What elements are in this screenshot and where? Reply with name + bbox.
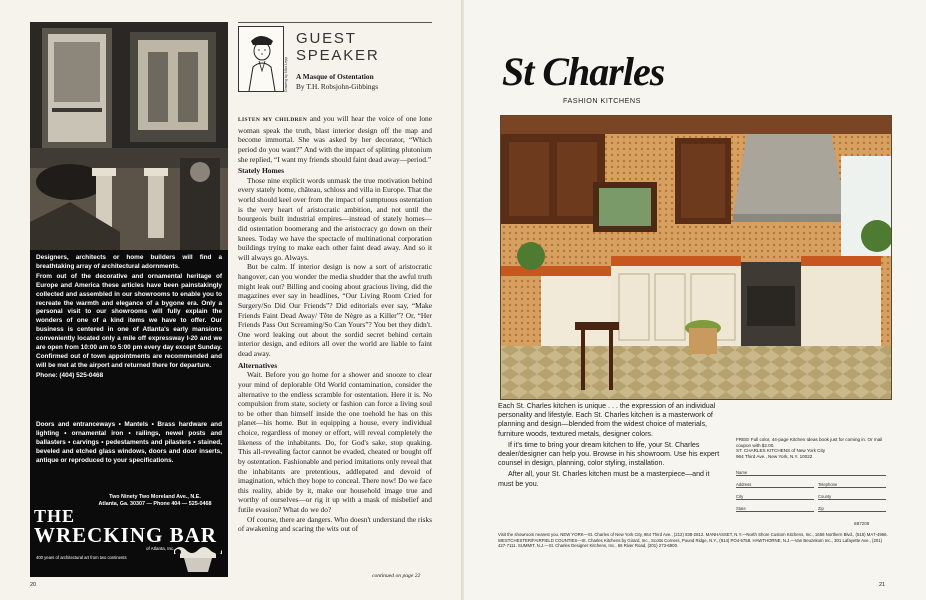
article-body	[238, 114, 432, 534]
section-heading: Stately Homes	[238, 166, 285, 176]
ad-address	[86, 494, 224, 508]
showroom-illustration	[30, 22, 228, 250]
ad-address-line: Two Ninety Two Moreland Ave., N.E.	[109, 494, 201, 500]
coupon-address-field[interactable]: Address	[736, 482, 814, 488]
kitchen-photo	[500, 115, 892, 400]
ad-address-line: Atlanta, Ga. 30307 — Phone 404 — 525-0468	[98, 501, 212, 507]
wrecking-bar-logo	[34, 507, 224, 546]
showroom-photo	[30, 22, 228, 250]
article-paragraph	[238, 114, 432, 164]
coupon-name-field[interactable]: Name	[736, 470, 886, 476]
wrecking-bar-ad	[30, 22, 228, 577]
dealer-list: Visit the showroom nearest you. NEW YORK—St. Charles of New York City, 964 Third Ave., (212) 838-2812. MANHASSET, N.Y.—North Shore Custom Kitchens, Inc., 1656 Northern Blvd., (516) MA7-4966. WESTCHESTER/FAIRFIELD COUNTIES—St. Charles Kitchens by Girard, Inc., Scotts Corners, Pound Ridge, N.Y., (914) PO4-5758. HAWTHORNE, N.J.—Van Beuzekom Inc., 301 Lafayette Ave., (201) 427-7111. SUMMIT, N.J.—St. Charles Designer Kitchens, Inc., 66 River Road, (201) 273-6900.	[498, 532, 888, 549]
ad-phone: Phone: (404) 525-0468	[36, 371, 104, 379]
section-heading: Alternatives	[238, 360, 278, 370]
top-rule	[238, 22, 432, 23]
coupon-address: 964 Third Ave., New York, N.Y. 10022	[736, 453, 813, 459]
st-charles-subtitle: FASHION KITCHENS	[563, 96, 641, 105]
column-title	[296, 30, 379, 64]
portrait-credit: Drawing by Niko Lepp	[284, 56, 288, 92]
article-paragraph: Of course, there are dangers. Who doesn't understand the risks of awakening and scaring the wits out of	[238, 514, 432, 534]
copy-paragraph: After all, your St. Charles kitchen must be a masterpiece—and it must be you.	[498, 470, 710, 488]
copy-paragraph: Each St. Charles kitchen is unique . . . the expression of an individual personality and lifestyle. Each St. Charles kitchen is a masterwork of planning and design—blended from the widest choice of materials, furniture woods, textured metals, designer colors.	[498, 402, 716, 438]
coupon-city-field[interactable]: City	[736, 494, 814, 500]
left-page	[0, 0, 462, 600]
column-title-line: GUEST	[296, 30, 357, 47]
st-charles-copy	[498, 402, 724, 491]
coupon-telephone-field[interactable]: Telephone	[818, 482, 886, 488]
column-capital-icon	[170, 544, 226, 574]
article-paragraph: Those nine explicit words unmask the true motivation behind every stately home, château, schloss and villa in Europe. That the world should keel over from the impact of sumptuous ostentation is the very heart of aristocratic ambition, and not until the bourgeois built industrial empires—instead of stately homes—did ostentation boomerang and the aristocracy go down on their knees. Today we have the spectacle of multinational corporation buildings trying to make each other faint dead away. And so it will always go. Always.	[238, 175, 432, 262]
ad-product-list: Doors and entranceways • Mantels • Brass hardware and lighting • ornamental iron • railings, newel posts and ballasters • carvings • pedestaments and pilasters • stained, beveled and etched glass windows, doors and door inserts, antique or reproduced to your specifications.	[36, 421, 222, 464]
coupon-offer: FREE! Full color, 44-page Kitchen Ideas book just for coming in. Or mail coupon with $2.00.	[736, 437, 883, 448]
ad-paragraph: From out of the decorative and ornamental heritage of Europe and America these articles have been painstakingly collected and assembled in our showrooms to enable you to recreate the warmth and elegance of a bygone era. Only a personal visit to our showrooms will fully explain the wonders of one of a kind items we have to offer. Our business is centered in one of Atlanta's early mansions conveniently located only a mile off expressway I-20 and we are open from 10:00 am to 5:00 pm every day except Sunday. Confirmed out of town appointments are recommended and will be met at the airport and returned there for departure.	[36, 272, 222, 369]
logo-line: WRECKING BAR	[34, 523, 217, 547]
coupon-company: ST. CHARLES KITCHENS of New York City	[736, 448, 826, 454]
page-number: 20	[30, 582, 37, 588]
author-sketch	[239, 27, 283, 91]
article-paragraph: Wait. Before you go home for a shower and snooze to clear your mind of deplorable Old World contamination, consider the alternative to the endless scramble for ostentation. Here it is. No compulsion from state, society or fashion can force a living soul to be other than himself inside the one toehold he has on this planet—his home. But in equipping a house, every individual choice, regardless of money or effort, will reveal completely the likeness of the inhabitants. Do, for God's sake, stop quaking. This all-revealing factor cannot be evaded, cheated or bought off by ostentation. Fashionable and period imitations only reveal that the inhabitants are pretentious, addlepated and devoid of imagination, which they hope to conceal. There now! Do we face this reality, abide by it, make our household image true and worthy of ourselves—or rig it up with a mask of misbelief and futile evasion? What do we do?	[238, 370, 432, 514]
copy-paragraph: If it's time to bring your dream kitchen to life, your St. Charles dealer/designer can help you. Browse in his showroom. Use his expert counsel in design, planning, color styling, installation.	[498, 440, 720, 468]
coupon-code: 6B7208	[854, 521, 870, 526]
lead-in: LISTEN MY CHILDREN	[238, 117, 308, 123]
continued-note: continued on page 22	[372, 573, 421, 579]
page-number: 21	[879, 582, 886, 588]
logo-subtitle: of Atlanta, Inc.	[146, 546, 175, 551]
lead-text: and you will hear the voice of one lone woman speak the truth, blast interior design off the map and become immortal. She was asked by her decorator, “Which period do you want?” And with the impact of splitting plutonium she replied, “I want my friends should faint dead away—period.”	[238, 114, 432, 164]
article-byline: By T.H. Robsjohn-Gibbings	[296, 82, 379, 91]
article-paragraph: But be calm. If interior design is now a sort of aristocratic hangover, can you wonder the media shudder that the awful truth might leak out? Billing and cooing about gracious living, did the magazines ever say in headlines, “Our Living Room Cried for Surgery/So Did Our Friends”? Did editorials ever say, “Make Friends Faint Dead Away/ Tête de Nègre as a Killer”? Or, “Her Friends Pass Out Screaming/So Can Yours”? You bet they didn't. One word leaking out about the sordid secret behind certain interior design, and editors all over the world are liable to faint dead away.	[238, 262, 432, 358]
coupon-state-field[interactable]: State	[736, 506, 814, 512]
kitchen-illustration	[501, 116, 892, 400]
st-charles-logo: St Charles	[502, 49, 665, 94]
coupon-header	[736, 437, 886, 459]
ad-paragraph: Designers, architects or home builders will find a breathtaking array of architectural adornments.	[36, 254, 222, 270]
ad-body-text	[36, 254, 222, 382]
article-headline: A Masque of Ostentation	[296, 72, 374, 81]
ad-tagline: 400 years of architectural art from two continents	[36, 555, 127, 560]
coupon-county-field[interactable]: County	[818, 494, 886, 500]
author-portrait	[238, 26, 284, 92]
logo-line: THE	[34, 506, 76, 526]
column-title-line: SPEAKER	[296, 47, 380, 64]
coupon-zip-field[interactable]: Zip	[818, 506, 886, 512]
